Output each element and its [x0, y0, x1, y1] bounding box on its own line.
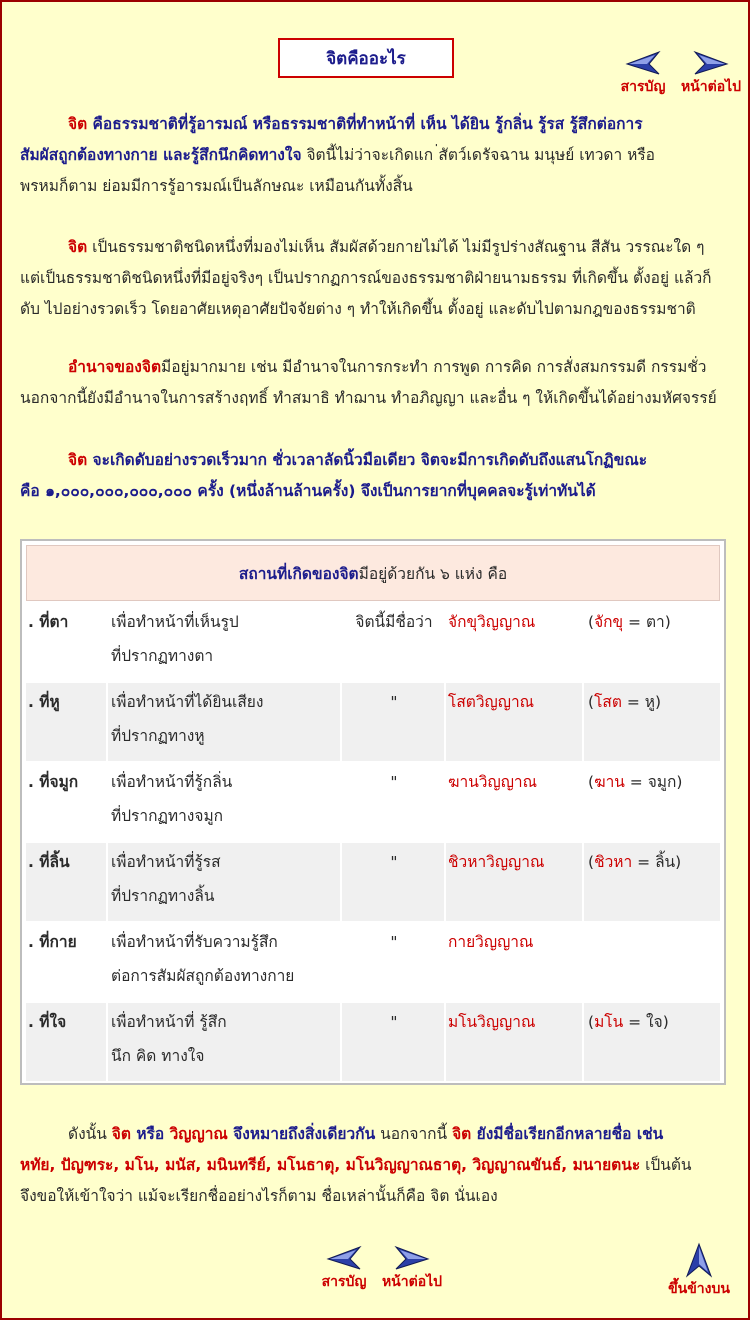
table-row: . ที่ตา เพื่อทำหน้าที่เห็นรูป ที่ปรากฏทางตา จิตนี้มีชื่อว่า จักขุวิญญาณ (จักขุ = ตา) [26, 603, 720, 681]
term-jit: จิต [68, 451, 88, 469]
page-title: จิตคืออะไร [278, 38, 454, 78]
next-link-label[interactable]: หน้าต่อไป [680, 79, 742, 95]
next-nav-top[interactable] [676, 50, 746, 98]
arrow-up-icon [685, 1242, 713, 1278]
arrow-left-icon [625, 50, 661, 76]
paragraph-conclusion: ดังนั้น จิต หรือ วิญญาณ จึงหมายถึงสิ่งเดียวกัน นอกจากนี้ จิต ยังมีชื่อเรียกอีกหลายชื่อ เช่น หทัย, ปัญฑระ, มโน, มนัส, มนินทรีย์, มโนธาตุ, มโนวิญญาณธาตุ, วิญญาณขันธ์, มนายตนะ เป็นต้น จึงขอให้เข้าใจว่า แม้จะเรียกชื่ออย่างไรก็ตาม ชื่อเหล่านั้นก็คือ จิต นั่นเอง [20, 1125, 692, 1205]
table-header: สถานที่เกิดของจิต มีอยู่ด้วยกัน ๖ แห่ง คือ [26, 545, 720, 601]
next-nav-bottom[interactable] [376, 1245, 448, 1293]
next-link-label[interactable]: หน้าต่อไป [381, 1274, 443, 1290]
table-row: . ที่ใจ เพื่อทำหน้าที่ รู้สึก นึก คิด ทางใจ " มโนวิญญาณ (มโน = ใจ) [26, 1003, 720, 1081]
toc-link-label[interactable]: สารบัญ [620, 79, 666, 95]
paragraph-power: อำนาจของจิตมีอยู่มากมาย เช่น มีอำนาจในการกระทำ การพูด การคิด การสั่งสมกรรมดี กรรมชั่ว นอกจากนี้ยังมีอำนาจในการสร้างฤทธิ์ ทำสมาธิ ทำฌาน ทำอภิญญา และอื่น ๆ ให้เกิดขึ้นได้อย่างมหัศจรรย์ [20, 358, 717, 407]
back-to-top-nav[interactable] [660, 1242, 738, 1300]
synonym-list: หทัย, ปัญฑระ, มโน, มนัส, มนินทรีย์, มโนธาตุ, มโนวิญญาณธาตุ, วิญญาณขันธ์, มนายตนะ [20, 1156, 641, 1174]
paragraph-nature: จิต เป็นธรรมชาติชนิดหนึ่งที่มองไม่เห็น สัมผัสด้วยกายไม่ได้ ไม่มีรูปร่างสัณฐาน สีสัน วรรณะใด ๆ แต่เป็นธรรมชาติชนิดหนึ่งที่มีอยู่จริงๆ เป็นปรากฏการณ์ของธรรมชาติฝ่ายนามธรรม ที่เกิดขึ้น ตั้งอยู่ แล้วก็ ดับ ไปอย่างรวดเร็ว โดยอาศัยเหตุอาศัยปัจจัยต่าง ๆ ทำให้เกิดขึ้น ตั้งอยู่ และดับไปตามกฎของธรรมชาติ [20, 238, 712, 318]
toc-nav-bottom[interactable] [316, 1245, 372, 1293]
back-to-top-label[interactable]: ขึ้นข้างบน [668, 1281, 730, 1297]
paragraph-speed: จิต จะเกิดดับอย่างรวดเร็วมาก ชั่วเวลาลัดนิ้วมือเดียว จิตจะมีการเกิดดับถึงแสนโกฏิขณะ คือ ๑,๐๐๐,๐๐๐,๐๐๐,๐๐๐ ครั้ง (หนึ่งล้านล้านครั้ง) จึงเป็นการยากที่บุคคลจะรู้เท่าทันได้ [20, 451, 648, 500]
arrow-right-icon [394, 1245, 430, 1271]
toc-nav-top[interactable] [614, 50, 672, 98]
arrow-left-icon [326, 1245, 362, 1271]
table-row: . ที่กาย เพื่อทำหน้าที่รับความรู้สึก ต่อการสัมผัสถูกต้องทางกาย " กายวิญญาณ [26, 923, 720, 1001]
term-jit: จิต [68, 238, 88, 256]
term-power: อำนาจของจิต [68, 358, 162, 376]
arrow-right-icon [693, 50, 729, 76]
toc-link-label[interactable]: สารบัญ [321, 1274, 367, 1290]
table-row: . ที่ลิ้น เพื่อทำหน้าที่รู้รส ที่ปรากฏทางลิ้น " ชิวหาวิญญาณ (ชิวหา = ลิ้น) [26, 843, 720, 921]
table-row: . ที่หู เพื่อทำหน้าที่ได้ยินเสียง ที่ปรากฏทางหู " โสตวิญญาณ (โสต = หู) [26, 683, 720, 761]
table-row: . ที่จมูก เพื่อทำหน้าที่รู้กลิ่น ที่ปรากฏทางจมูก " ฆานวิญญาณ (ฆาน = จมูก) [26, 763, 720, 841]
origins-table [20, 539, 726, 1085]
term-jit: จิต [68, 115, 88, 133]
paragraph-definition: จิต คือธรรมชาติที่รู้อารมณ์ หรือธรรมชาติที่ทำหน้าที่ เห็น ได้ยิน รู้กลิ่น รู้รส รู้สึกต่อการ สัมผัสถูกต้องทางกาย และรู้สึกนึกคิดทางใจ จิตนี้ไม่ว่าจะเกิดแก ่สัตว์เดรัจฉาน มนุษย์ เทวดา หรือ พรหมก็ตาม ย่อมมีการรู้อารมณ์เป็นลักษณะ เหมือนกันทั้งสิ้น [20, 115, 655, 195]
